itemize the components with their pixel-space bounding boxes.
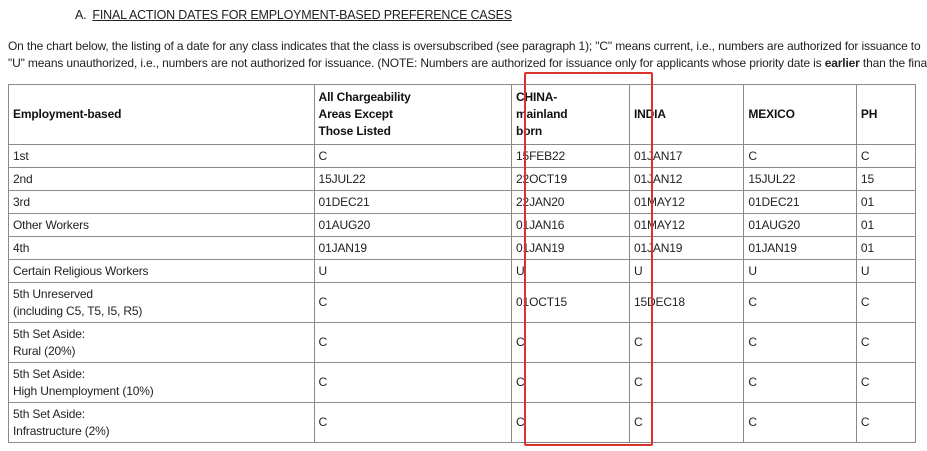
cell-all: C [314, 283, 511, 323]
table-row [9, 283, 916, 323]
cell-philippines: 01 [856, 191, 915, 214]
table-row [9, 260, 916, 283]
cell-mexico: C [744, 145, 857, 168]
cell-china: 01JAN19 [512, 237, 630, 260]
cell-philippines: U [856, 260, 915, 283]
cell-mexico: C [744, 323, 857, 363]
section-prefix: A. [75, 8, 87, 22]
intro-paragraph [8, 38, 927, 72]
cell-philippines: C [856, 403, 915, 443]
cell-mexico: 01AUG20 [744, 214, 857, 237]
cell-category: 3rd [9, 191, 315, 214]
header-row [9, 85, 916, 145]
cell-all: U [314, 260, 511, 283]
cell-mexico: 15JUL22 [744, 168, 857, 191]
cell-india: 01JAN19 [629, 237, 743, 260]
cell-philippines: 15 [856, 168, 915, 191]
cell-philippines: C [856, 283, 915, 323]
cell-mexico: U [744, 260, 857, 283]
cell-all: 01DEC21 [314, 191, 511, 214]
cell-category [9, 363, 315, 403]
cell-category [9, 403, 315, 443]
cell-category: 1st [9, 145, 315, 168]
cell-china: C [512, 323, 630, 363]
category-line-1: 5th Set Aside: [13, 326, 85, 341]
cell-mexico: 01JAN19 [744, 237, 857, 260]
header-all-chargeability: All Chargeability Areas Except Those Listed [314, 85, 511, 145]
cell-mexico: C [744, 363, 857, 403]
intro-line-2-end: than the fina [859, 56, 927, 70]
cell-india: C [629, 323, 743, 363]
cell-category: Other Workers [9, 214, 315, 237]
table-row [9, 214, 916, 237]
cell-china: 22OCT19 [512, 168, 630, 191]
header-philippines: PH [856, 85, 915, 145]
cell-philippines: C [856, 323, 915, 363]
table-row [9, 403, 916, 443]
cell-mexico: C [744, 283, 857, 323]
cell-china: U [512, 260, 630, 283]
intro-line-2 [8, 55, 927, 72]
category-line-1: 5th Set Aside: [13, 366, 85, 381]
header-india: INDIA [629, 85, 743, 145]
intro-line-2-start: "U" means unauthorized, i.e., numbers are not authorized for issuance. (NOTE: Numbers are authorized for issuance only for applicants whose priority date is [8, 56, 825, 70]
category-line-2: Infrastructure (2%) [13, 423, 110, 438]
cell-india: U [629, 260, 743, 283]
section-title: FINAL ACTION DATES FOR EMPLOYMENT-BASED PREFERENCE CASES [92, 8, 512, 22]
final-action-dates-table [8, 84, 916, 443]
cell-category: Certain Religious Workers [9, 260, 315, 283]
cell-all: C [314, 363, 511, 403]
cell-all: C [314, 403, 511, 443]
cell-china: 01OCT15 [512, 283, 630, 323]
cell-category: 4th [9, 237, 315, 260]
header-china: CHINA-mainland born [512, 85, 630, 145]
intro-line-2-bold: earlier [824, 56, 860, 70]
cell-india: 01JAN17 [629, 145, 743, 168]
category-line-1: 5th Unreserved [13, 286, 93, 301]
category-line-2: (including C5, T5, I5, R5) [13, 303, 143, 318]
cell-china: 22JAN20 [512, 191, 630, 214]
cell-category [9, 283, 315, 323]
header-category: Employment-based [9, 85, 315, 145]
cell-china: 01JAN16 [512, 214, 630, 237]
cell-china: 15FEB22 [512, 145, 630, 168]
category-line-2: High Unemployment (10%) [13, 383, 154, 398]
table-row [9, 191, 916, 214]
cell-india: 01MAY12 [629, 214, 743, 237]
cell-india: 15DEC18 [629, 283, 743, 323]
cell-all: C [314, 323, 511, 363]
cell-india: 01JAN12 [629, 168, 743, 191]
category-line-2: Rural (20%) [13, 343, 76, 358]
cell-philippines: 01 [856, 237, 915, 260]
cell-philippines: 01 [856, 214, 915, 237]
table-row [9, 363, 916, 403]
cell-philippines: C [856, 363, 915, 403]
cell-mexico: 01DEC21 [744, 191, 857, 214]
cell-all: C [314, 145, 511, 168]
table-body [9, 145, 916, 443]
table-row [9, 168, 916, 191]
cell-philippines: C [856, 145, 915, 168]
cell-india: 01MAY12 [629, 191, 743, 214]
cell-category [9, 323, 315, 363]
cell-all: 01JAN19 [314, 237, 511, 260]
cell-mexico: C [744, 403, 857, 443]
cell-china: C [512, 403, 630, 443]
cell-category: 2nd [9, 168, 315, 191]
table-row [9, 237, 916, 260]
cell-all: 01AUG20 [314, 214, 511, 237]
cell-all: 15JUL22 [314, 168, 511, 191]
section-heading [75, 8, 512, 22]
header-mexico: MEXICO [744, 85, 857, 145]
table-row [9, 145, 916, 168]
cell-india: C [629, 363, 743, 403]
category-line-1: 5th Set Aside: [13, 406, 85, 421]
table-row [9, 323, 916, 363]
cell-india: C [629, 403, 743, 443]
cell-china: C [512, 363, 630, 403]
intro-line-1: On the chart below, the listing of a date for any class indicates that the class is oversubscribed (see paragraph 1); "C" means current, i.e., numbers are authorized for issuance to [8, 39, 921, 53]
